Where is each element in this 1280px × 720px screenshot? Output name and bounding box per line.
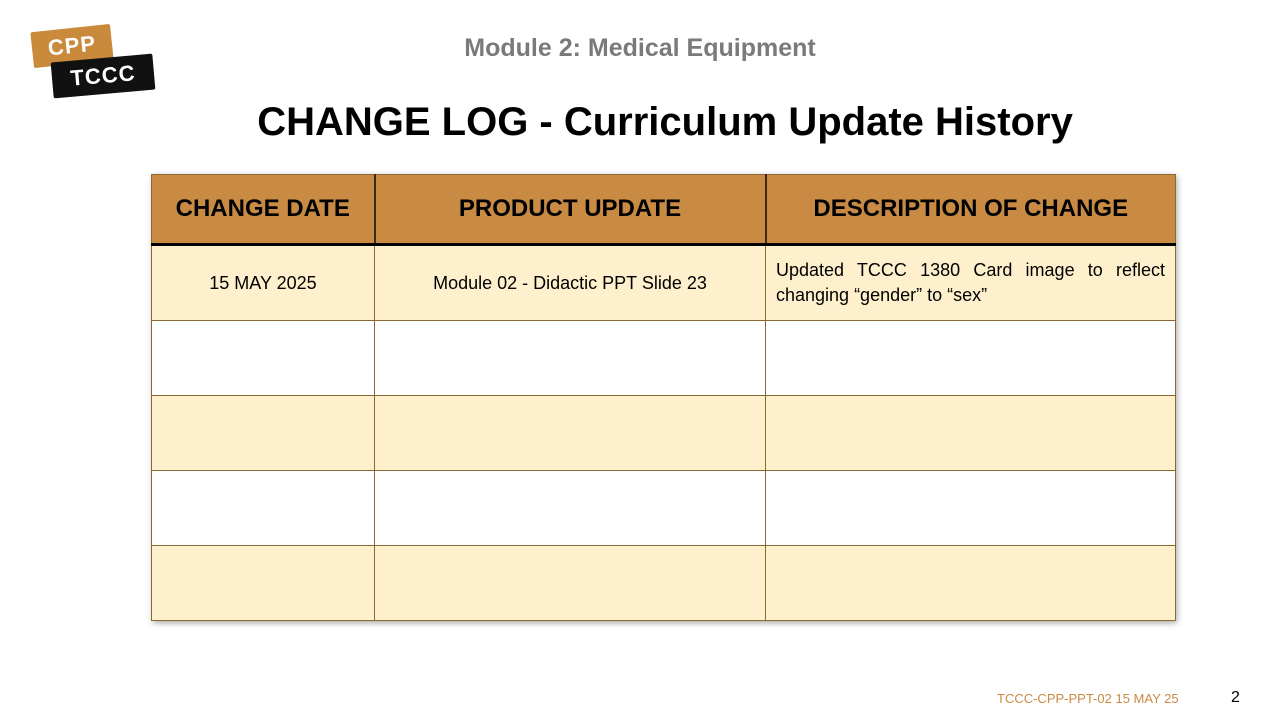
column-header-description: DESCRIPTION OF CHANGE	[766, 175, 1176, 245]
change-log-table-container	[151, 174, 1175, 621]
page-title: CHANGE LOG - Curriculum Update History	[257, 100, 1073, 144]
cell-change-date	[152, 546, 375, 621]
module-title: Module 2: Medical Equipment	[464, 34, 816, 62]
table-row	[152, 245, 1176, 321]
cell-change-date: 15 MAY 2025	[152, 245, 375, 321]
cell-product-update	[375, 396, 766, 471]
table-row	[152, 396, 1176, 471]
table-row	[152, 546, 1176, 621]
cell-product-update: Module 02 - Didactic PPT Slide 23	[375, 245, 766, 321]
table-row	[152, 471, 1176, 546]
logo-tccc-text: TCCC	[51, 54, 156, 99]
page-number: 2	[1231, 689, 1240, 706]
cell-change-date	[152, 471, 375, 546]
cell-product-update	[375, 546, 766, 621]
table-header-row	[152, 175, 1176, 245]
cell-product-update	[375, 321, 766, 396]
cell-product-update	[375, 471, 766, 546]
change-log-table	[151, 174, 1176, 621]
column-header-change-date: CHANGE DATE	[152, 175, 375, 245]
column-header-product-update: PRODUCT UPDATE	[375, 175, 766, 245]
cell-description	[766, 546, 1176, 621]
cell-change-date	[152, 396, 375, 471]
table-row	[152, 321, 1176, 396]
cell-description	[766, 396, 1176, 471]
cell-description	[766, 321, 1176, 396]
cell-change-date	[152, 321, 375, 396]
cell-description	[766, 471, 1176, 546]
logo-cpp-text: CPP	[30, 24, 113, 68]
footer-document-code: TCCC-CPP-PPT-02 15 MAY 25	[997, 691, 1179, 706]
cell-description: Updated TCCC 1380 Card image to reflect changing “gender” to “sex”	[766, 245, 1176, 321]
